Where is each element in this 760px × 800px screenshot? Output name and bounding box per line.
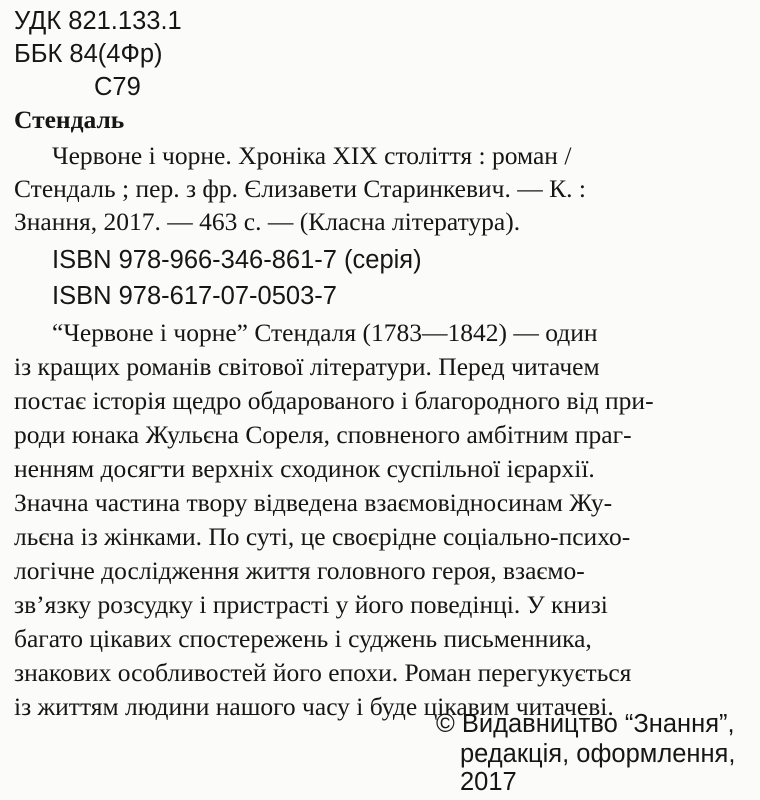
author-mark: С79 xyxy=(94,73,141,101)
annotation-line: логічне дослідження життя головного героя, взаємо- xyxy=(14,556,585,585)
annotation-line: із кращих романів світової літератури. Перед читачем xyxy=(14,352,600,381)
annotation-line: багато цікавих спостережень і суджень письменника, xyxy=(14,624,592,653)
copyright-line: © Видавництво “Знання”, xyxy=(436,710,735,738)
udk-index: УДК 821.133.1 xyxy=(14,7,182,35)
annotation-line: ненням досягти верхніх сходинок суспільної ієрархії. xyxy=(14,454,595,483)
annotation-line: постає історія щедро обдарованого і благородного від при- xyxy=(14,386,654,415)
annotation-line: зв’язку розсудку і пристрасті у його поведінці. У книзі xyxy=(14,590,608,619)
bbk-index: ББК 84(4Фр) xyxy=(14,40,163,68)
copyright-line: 2017 xyxy=(460,768,517,796)
annotation-line: знакових особливостей його епохи. Роман перегукується xyxy=(14,658,632,687)
bibliographic-line: Стендаль ; пер. з фр. Єлизавети Старинкевич. — К. : xyxy=(14,174,586,203)
annotation-line: льєна із жінками. По суті, це своєрідне соціально-психо- xyxy=(14,522,631,551)
annotation-line: Значна частина твору відведена взаємовідносинам Жу- xyxy=(14,488,613,517)
bibliographic-line: Знання, 2017. — 463 с. — (Класна література). xyxy=(14,207,521,236)
annotation-line: роди юнака Жульєна Сореля, сповненого амбітним праг- xyxy=(14,420,632,449)
bibliographic-line: Червоне і чорне. Хроніка XIX століття : роман / xyxy=(52,141,572,170)
isbn-book: ISBN 978-617-07-0503-7 xyxy=(52,282,337,310)
author-heading: Стендаль xyxy=(14,105,125,134)
isbn-series: ISBN 978-966-346-861-7 (серія) xyxy=(52,246,422,274)
annotation-line: “Червоне і чорне” Стендаля (1783—1842) — один xyxy=(52,318,598,347)
copyright-line: редакція, оформлення, xyxy=(460,740,736,768)
annotation-line: із життям людини нашого часу і буде цікавим читачеві. xyxy=(14,692,614,721)
